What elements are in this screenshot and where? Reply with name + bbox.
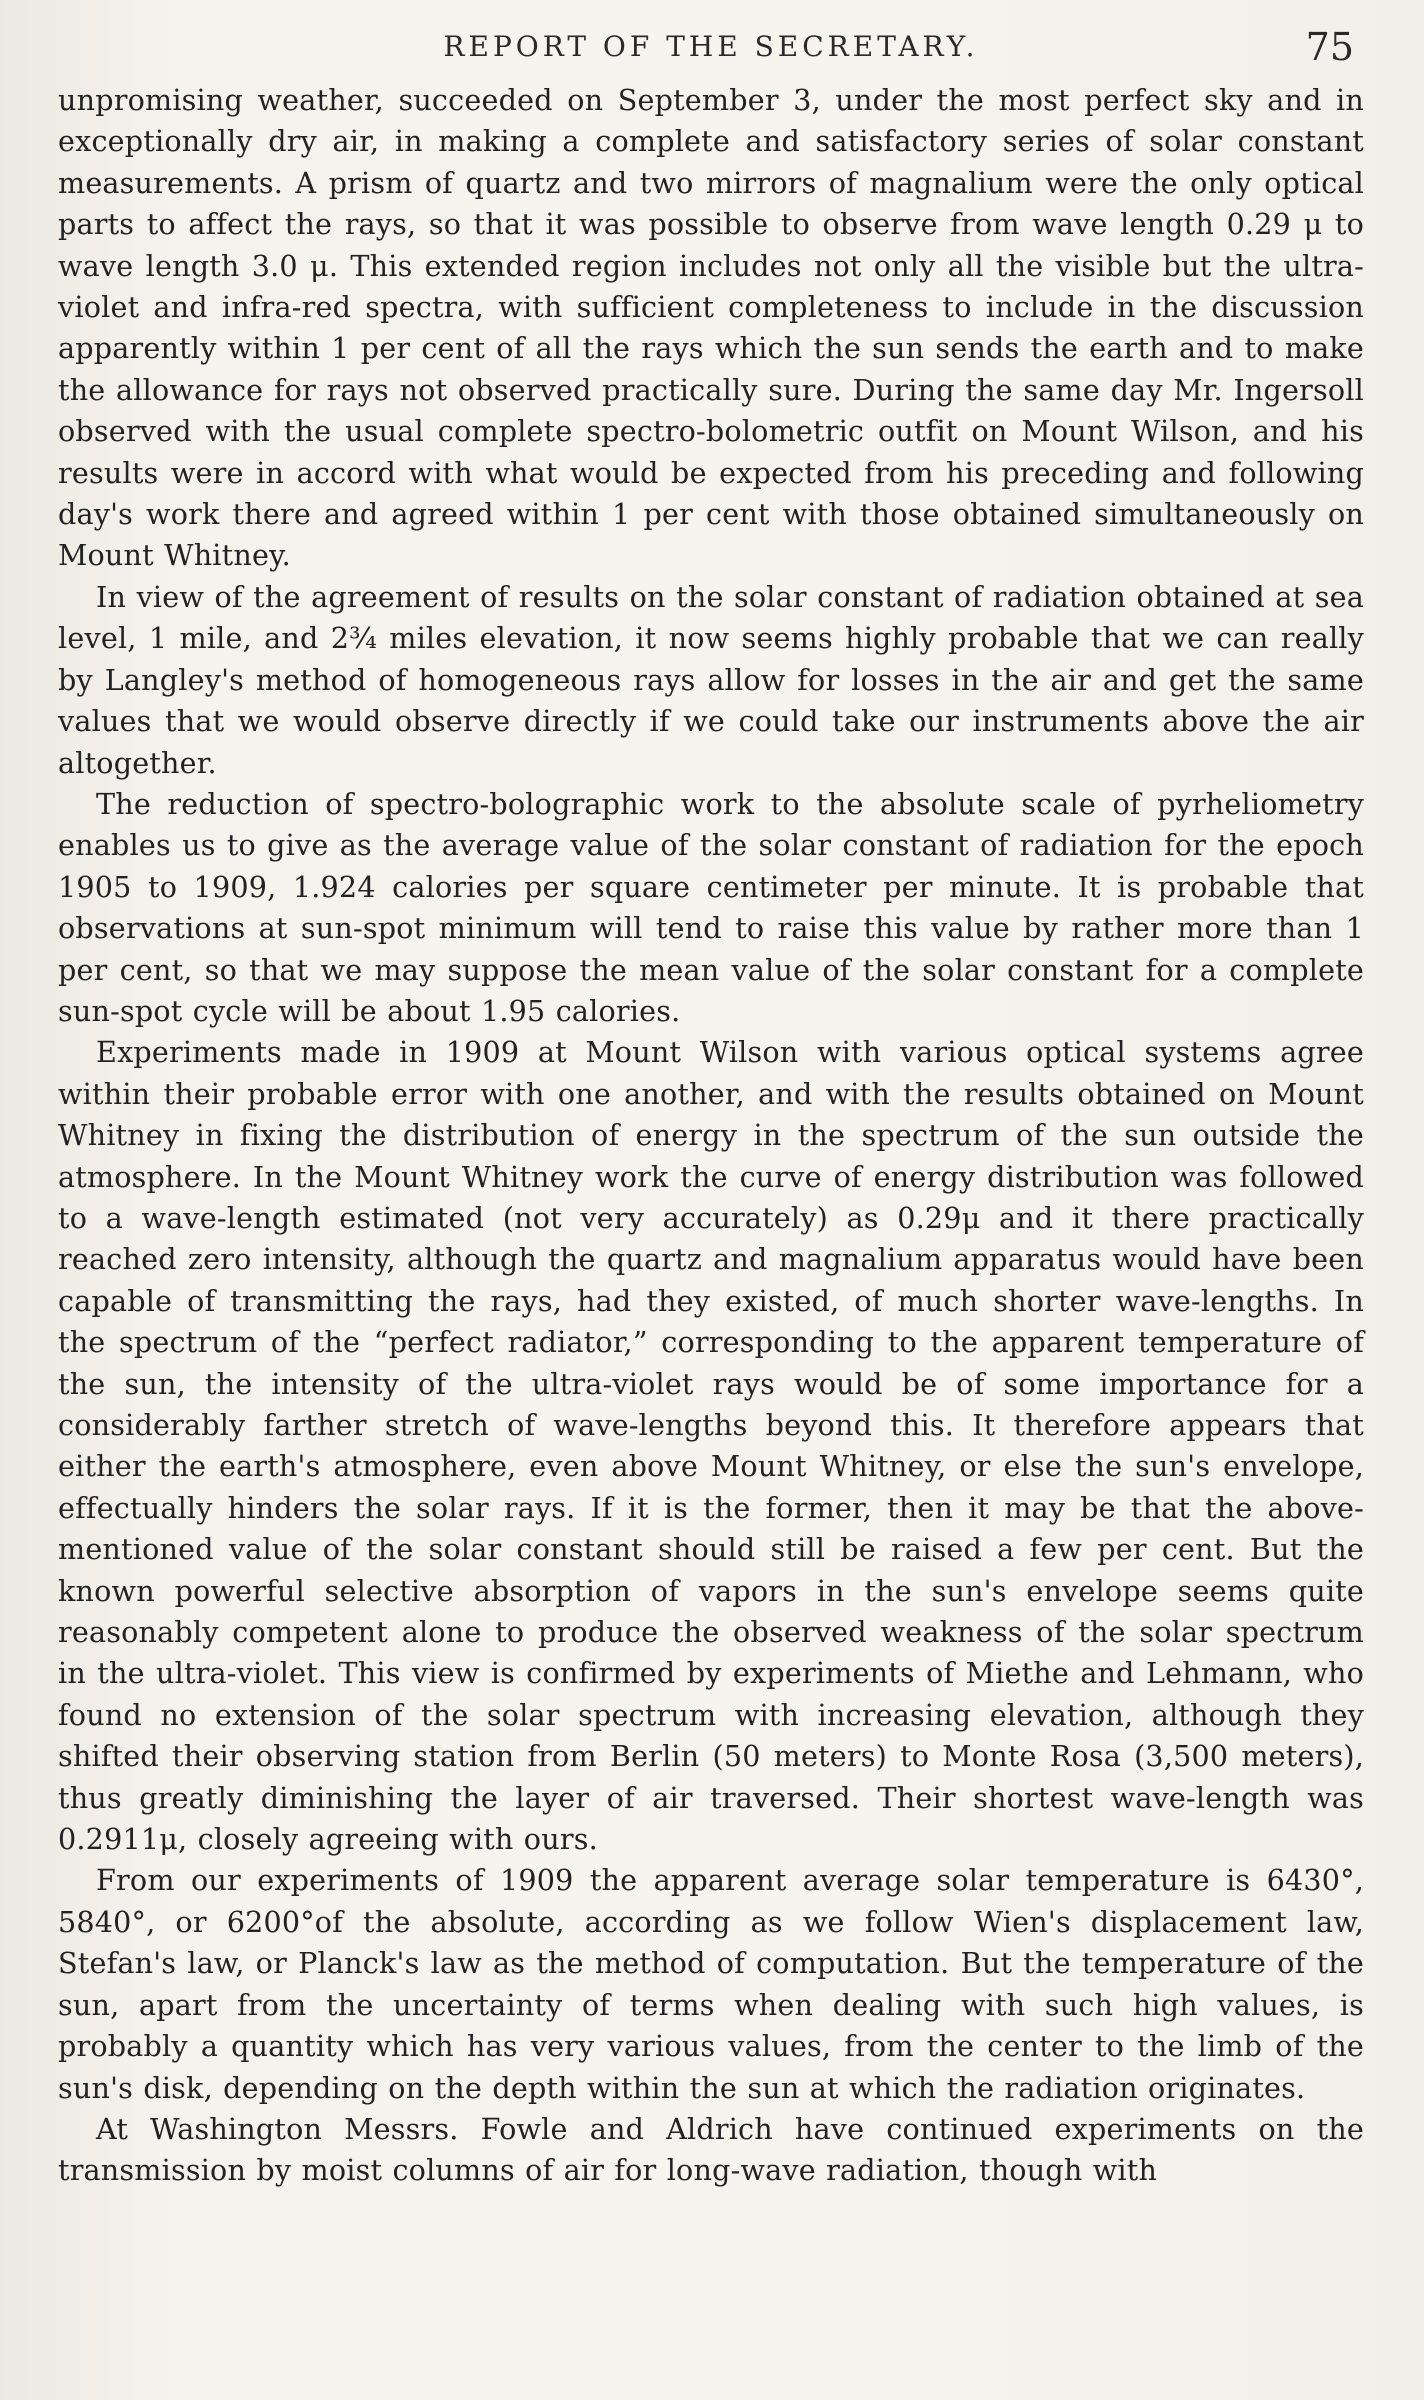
running-title: REPORT OF THE SECRETARY. — [443, 30, 979, 63]
body-text — [58, 80, 1364, 2192]
paragraph-agreement: In view of the agreement of results on the solar constant of radiation obtained at sea level, 1 mile, and 2¾ miles elevation, it now seems highly probable that we can really by Langley's method of homogeneous rays allow for losses in the air and get the same values that we would observe directly if we could take our instruments above the air altogether. — [58, 579, 1364, 780]
page-number: 75 — [1305, 25, 1354, 69]
paragraph-temperature: From our experiments of 1909 the apparent average solar temperature is 6430°, 5840°, or 6200°of the absolute, according as we follow Wien's displacement law, Stefan's law, or Planck's law as the method of computation. But the temperature of the sun, apart from the uncertainty of terms when dealing with such high values, is probably a quantity which has very various values, from the center to the limb of the sun's disk, depending on the depth within the sun at which the radiation originates. — [58, 1863, 1364, 2105]
paragraph-experiments: Experiments made in 1909 at Mount Wilson with various optical systems agree within their probable error with one another, and with the results obtained on Mount Whitney in fixing the distribution of energy in the spectrum of the sun outside the atmosphere. In the Mount Whitney work the curve of energy distribution was followed to a wave-length estimated (not very accurately) as 0.29μ and it there practically reached zero intensity, although the quartz and magnalium apparatus would have been capable of transmitting the rays, had they existed, of much shorter wave-lengths. In the spectrum of the “perfect radiator,” corresponding to the apparent temperature of the sun, the intensity of the ultra-violet rays would be of some importance for a considerably farther stretch of wave-lengths beyond this. It therefore appears that either the earth's atmosphere, even above Mount Whitney, or else the sun's envelope, effectually hinders the solar rays. If it is the former, then it may be that the above-mentioned value of the solar constant should still be raised a few per cent. But the known powerful selective absorption of vapors in the sun's envelope seems quite reasonably competent alone to produce the observed weakness of the solar spectrum in the ultra-violet. This view is confirmed by experiments of Miethe and Lehmann, who found no extension of the solar spectrum with increasing elevation, although they shifted their observing station from Berlin (50 meters) to Monte Rosa (3,500 meters), thus greatly diminishing the layer of air traversed. Their shortest wave-length was 0.2911μ, closely agreeing with ours. — [58, 1035, 1364, 1857]
paragraph-continued: unpromising weather, succeeded on September 3, under the most perfect sky and in exceptionally dry air, in making a complete and satisfactory series of solar constant measurements. A prism of quartz and two mirrors of magnalium were the only optical parts to affect the rays, so that it was possible to observe from wave length 0.29 μ to wave length 3.0 μ. This extended region includes not only all the visible but the ultra-violet and infra-red spectra, with sufficient completeness to include in the discussion apparently within 1 per cent of all the rays which the sun sends the earth and to make the allowance for rays not observed practically sure. During the same day Mr. Ingersoll observed with the usual complete spectro-bolometric outfit on Mount Wilson, and his results were in accord with what would be expected from his preceding and following day's work there and agreed within 1 per cent with those obtained simultaneously on Mount Whitney. — [58, 83, 1364, 573]
paragraph-reduction: The reduction of spectro-bolographic work to the absolute scale of pyrheliometry enables us to give as the average value of the solar constant of radiation for the epoch 1905 to 1909, 1.924 calories per square centimeter per minute. It is probable that observations at sun-spot minimum will tend to raise this value by rather more than 1 per cent, so that we may suppose the mean value of the solar constant for a complete sun-spot cycle will be about 1.95 calories. — [58, 786, 1364, 1028]
paragraph-washington: At Washington Messrs. Fowle and Aldrich have continued experiments on the transmission by moist columns of air for long-wave radiation, though with — [58, 2111, 1364, 2188]
running-head — [58, 24, 1364, 70]
